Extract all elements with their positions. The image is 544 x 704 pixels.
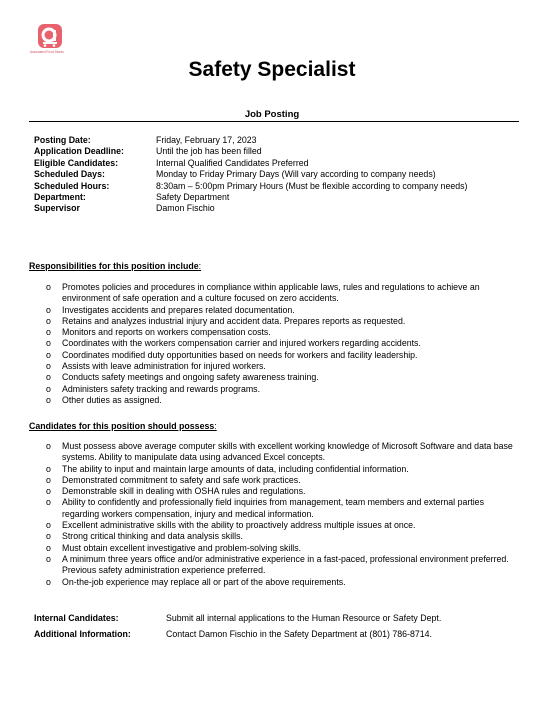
responsibilities-heading: Responsibilities for this position include:: [29, 261, 202, 271]
bullet-marker: o: [46, 576, 51, 587]
page-title: Safety Specialist: [188, 58, 356, 81]
list-item: o Other duties as assigned.: [46, 394, 162, 405]
bullet-marker: o: [46, 463, 51, 474]
detail-value: Until the job has been filled: [156, 146, 262, 157]
detail-label: Posting Date:: [34, 135, 91, 145]
list-item: o Assists with leave administration for injured workers.: [46, 361, 266, 372]
bullet-marker: o: [46, 553, 51, 564]
detail-label: Scheduled Hours:: [34, 180, 110, 191]
bullet-marker: o: [46, 304, 51, 315]
bullet-marker: o: [46, 474, 51, 485]
company-logo: [30, 24, 90, 54]
list-item: o A minimum three years office and/or administrative experience in a fast-paced, professional environment preferred. Previous safety administration experience preferred.: [46, 553, 509, 576]
detail-row-application-deadline: [34, 146, 467, 157]
list-item: o Strong critical thinking and data analysis skills.: [46, 531, 243, 542]
list-item: o Must obtain excellent investigative and problem-solving skills.: [46, 542, 302, 553]
detail-label: Application Deadline:: [34, 146, 124, 157]
detail-row-scheduled-hours: [34, 181, 467, 192]
list-item: o Conducts safety meetings and ongoing safety awareness training.: [46, 372, 319, 383]
list-item: o Monitors and reports on workers compensation costs.: [46, 327, 271, 338]
detail-label: Eligible Candidates:: [34, 157, 119, 168]
posting-details: [34, 135, 467, 215]
job-posting-subtitle: Job Posting: [244, 109, 300, 120]
bullet-marker: o: [46, 338, 51, 349]
detail-label: Supervisor: [34, 203, 80, 214]
bullet-marker: o: [46, 441, 51, 451]
bullet-marker: o: [46, 361, 51, 372]
bullet-marker: o: [46, 282, 51, 292]
footer-internal-candidates: [34, 613, 441, 623]
candidates-heading: Candidates for this position should possess:: [29, 421, 217, 431]
footer-additional-information: [34, 629, 432, 639]
detail-value: Internal Qualified Candidates Preferred: [156, 157, 309, 168]
bullet-marker: o: [46, 315, 51, 326]
detail-value: Safety Department: [156, 191, 230, 202]
candidates-list: [46, 441, 516, 588]
bullet-marker: o: [46, 394, 51, 405]
detail-value: Friday, February 17, 2023: [156, 135, 257, 145]
footer-value: Contact Damon Fischio in the Safety Department at (801) 786-8714.: [166, 629, 433, 639]
list-item: o The ability to input and maintain large amounts of data, including confidential information.: [46, 463, 409, 474]
detail-row-eligible-candidates: [34, 158, 467, 169]
bullet-marker: o: [46, 327, 51, 338]
detail-row-department: [34, 192, 467, 203]
logo-a-icon: [38, 24, 62, 48]
detail-row-supervisor: [34, 203, 467, 214]
bullet-marker: o: [46, 520, 51, 531]
bullet-marker: o: [46, 531, 51, 542]
footer-label: Additional Information:: [34, 629, 131, 639]
footer-value: Submit all internal applications to the Human Resource or Safety Dept.: [166, 613, 442, 623]
detail-value: Monday to Friday Primary Days (Will vary according to company needs): [156, 169, 436, 180]
list-item: o Investigates accidents and prepares related documentation.: [46, 304, 295, 315]
list-item: o Coordinates modified duty opportunities based on needs for workers and facility leadership.: [46, 349, 418, 360]
list-item: o Ability to confidently and professionally field inquiries from management, team members and external parties regarding workers compensation, injury and medical information.: [46, 497, 484, 519]
detail-value: Damon Fischio: [156, 203, 215, 214]
list-item: o Must possess above average computer skills with excellent working knowledge of Microsoft Software and data base systems. Ability to manipulate data using advanced Excel concepts.: [46, 441, 513, 463]
bullet-marker: o: [46, 349, 51, 360]
list-item: o Coordinates with the workers compensation carrier and injured workers regarding accidents.: [46, 338, 421, 349]
list-item: o Demonstrable skill in dealing with OSHA rules and regulations.: [46, 486, 306, 497]
detail-label: Scheduled Days:: [34, 169, 105, 180]
list-item: o Administers safety tracking and rewards programs.: [46, 383, 261, 394]
bullet-marker: o: [46, 486, 51, 497]
bullet-marker: o: [46, 542, 51, 553]
list-item: o On-the-job experience may replace all or part of the above requirements.: [46, 576, 346, 587]
bullet-marker: o: [46, 383, 51, 394]
detail-value: 8:30am – 5:00pm Primary Hours (Must be flexible according to company needs): [156, 180, 468, 191]
list-item: o Excellent administrative skills with the ability to proactively address multiple issues at once.: [46, 520, 416, 531]
divider-rule: [29, 121, 519, 122]
detail-row-scheduled-days: [34, 169, 467, 180]
bullet-marker: o: [46, 497, 51, 508]
bullet-marker: o: [46, 372, 51, 383]
logo-text: Associated Food Stores: [30, 50, 64, 54]
list-item: o Demonstrated commitment to safety and safe work practices.: [46, 474, 301, 485]
list-item: o Retains and analyzes industrial injury and accident data. Prepares reports as requested.: [46, 315, 406, 326]
footer-label: Internal Candidates:: [34, 613, 119, 623]
detail-row-posting-date: [34, 135, 467, 146]
list-item: o Promotes policies and procedures in compliance within applicable laws, rules and regulations to achieve an environment of safe operation and a culture focused on zero accidents.: [46, 282, 480, 304]
detail-label: Department:: [34, 191, 86, 202]
responsibilities-list: [46, 282, 516, 406]
